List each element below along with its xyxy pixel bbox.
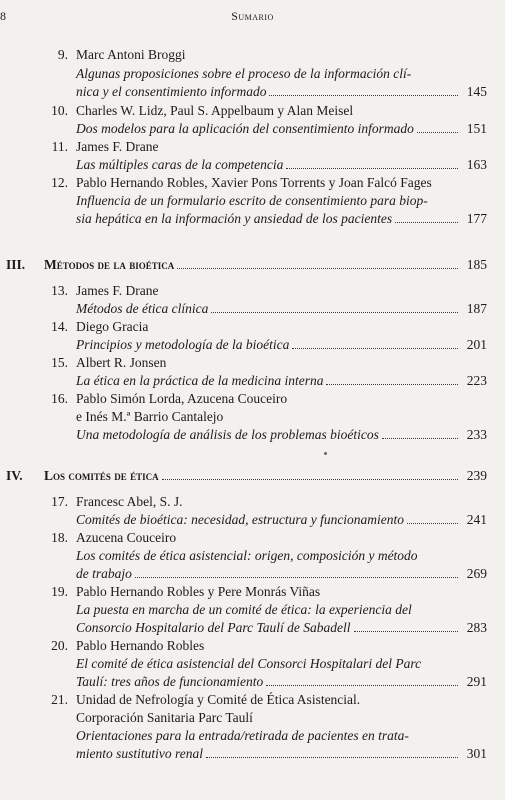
entry-author: Diego Gracia: [76, 319, 149, 334]
dot-leader: [354, 631, 458, 632]
entry-title: miento sustitutivo renal: [76, 746, 203, 761]
dot-leader: [395, 222, 458, 223]
entry-number: 10.: [51, 103, 68, 118]
entry-author: Azucena Couceiro: [76, 530, 177, 545]
entry-title-line: [76, 337, 487, 353]
entry-title: Algunas proposiciones sobre el proceso de la información clí-: [76, 66, 412, 81]
entry-page: 291: [466, 674, 487, 689]
section-number: IV.: [6, 468, 23, 483]
entry-author: Pablo Hernando Robles y Pere Monrás Viñas: [76, 584, 321, 599]
entry-title: sia hepática en la información y ansiedad de los pacientes: [76, 211, 393, 226]
entry-author: e Inés M.ª Barrio Cantalejo: [76, 409, 224, 424]
entry-title: La ética en la práctica de la medicina interna: [76, 373, 324, 388]
dot-leader: [326, 384, 458, 385]
entry-author: Corporación Sanitaria Parc Taulí: [76, 710, 253, 725]
entry-page: 163: [466, 157, 487, 172]
entry-number: 17.: [51, 494, 68, 509]
dot-leader: [417, 132, 458, 133]
entry-title: El comité de ética asistencial del Consorci Hospitalari del Parc: [76, 656, 422, 671]
entry-number: 16.: [51, 391, 68, 406]
entry-title: Métodos de ética clínica: [76, 301, 209, 316]
entry-author: Charles W. Lidz, Paul S. Appelbaum y Alan Meisel: [76, 103, 354, 118]
entry-page: 269: [466, 566, 487, 581]
entry-title-line: [76, 301, 487, 317]
entry-title: Las múltiples caras de la competencia: [76, 157, 284, 172]
entry-number: 15.: [51, 355, 68, 370]
entry-title: Influencia de un formulario escrito de consentimiento para biop-: [76, 193, 428, 208]
entry-title: nica y el consentimiento informado: [76, 84, 267, 99]
entry-title: Principios y metodología de la bioética: [76, 337, 290, 352]
dot-leader: [206, 757, 458, 758]
entry-author: James F. Drane: [76, 139, 159, 154]
entry-title: La puesta en marcha de un comité de ética: la experiencia del: [76, 602, 412, 617]
dot-leader: [266, 685, 458, 686]
entry-page: 233: [466, 427, 487, 442]
section-page: 239: [466, 468, 487, 483]
dot-leader: [162, 479, 458, 480]
entry-title-line: [76, 84, 487, 100]
entry-title: Consorcio Hospitalario del Parc Taulí de Sabadell: [76, 620, 351, 635]
entry-title-line: [76, 211, 487, 227]
entry-author: James F. Drane: [76, 283, 159, 298]
entry-title: Una metodología de análisis de los problemas bioéticos: [76, 427, 379, 442]
entry-title: Comités de bioética: necesidad, estructura y funcionamiento: [76, 512, 405, 527]
dot-leader: [407, 523, 458, 524]
entry-number: 13.: [51, 283, 68, 298]
section-number: III.: [6, 257, 26, 272]
entry-author: Pablo Hernando Robles: [76, 638, 205, 653]
entry-number: 11.: [51, 139, 68, 154]
entry-page: 177: [466, 211, 487, 226]
entry-page: 241: [466, 512, 487, 527]
entry-title-line: [76, 512, 487, 528]
entry-title-line: [76, 373, 487, 389]
entry-page: 187: [466, 301, 487, 316]
page-number: 8: [0, 9, 6, 23]
entry-page: 301: [466, 746, 487, 761]
entry-number: 14.: [51, 319, 68, 334]
entry-number: 20.: [51, 638, 68, 653]
dot-leader: [286, 168, 458, 169]
entry-title-line: [76, 620, 487, 636]
dot-leader: [292, 348, 458, 349]
entry-title-line: [76, 121, 487, 137]
entry-number: 9.: [57, 47, 68, 62]
section-heading: [6, 468, 487, 484]
entry-title-line: [76, 157, 487, 173]
section-heading: [6, 257, 487, 273]
entry-number: 21.: [51, 692, 68, 707]
entry-title-line: [76, 746, 487, 762]
entry-author: Unidad de Nefrología y Comité de Ética Asistencial.: [76, 692, 361, 707]
entry-title: Orientaciones para la entrada/retirada de pacientes en trata-: [76, 728, 409, 743]
entry-number: 18.: [51, 530, 68, 545]
running-title: Sumario: [231, 9, 274, 23]
dot-leader: [135, 577, 458, 578]
dot-leader: [177, 268, 458, 269]
entry-number: 12.: [51, 175, 68, 190]
entry-author: Marc Antoni Broggi: [76, 47, 186, 62]
entry-title-line: [76, 427, 487, 443]
entry-title: de trabajo: [76, 566, 132, 581]
entry-page: 223: [466, 373, 487, 388]
entry-author: Francesc Abel, S. J.: [76, 494, 183, 509]
dot-leader: [211, 312, 458, 313]
entry-title-line: [76, 674, 487, 690]
entry-author: Pablo Hernando Robles, Xavier Pons Torrents y Joan Falcó Fages: [76, 175, 432, 190]
entry-page: 145: [466, 84, 487, 99]
section-title: Los comités de ética: [44, 468, 159, 483]
entry-page: 151: [466, 121, 487, 136]
speck: [324, 452, 327, 455]
entry-author: Albert R. Jonsen: [76, 355, 167, 370]
entry-title: Taulí: tres años de funcionamiento: [76, 674, 264, 689]
entry-author: Pablo Simón Lorda, Azucena Couceiro: [76, 391, 288, 406]
section-title: Métodos de la bioética: [44, 257, 175, 272]
entry-title: Dos modelos para la aplicación del consentimiento informado: [76, 121, 414, 136]
dot-leader: [269, 95, 458, 96]
entry-title-line: [76, 566, 487, 582]
entry-number: 19.: [51, 584, 68, 599]
dot-leader: [382, 438, 458, 439]
entry-page: 201: [466, 337, 487, 352]
entry-title: Los comités de ética asistencial: origen, composición y método: [76, 548, 418, 563]
entry-page: 283: [466, 620, 487, 635]
section-page: 185: [466, 257, 487, 272]
